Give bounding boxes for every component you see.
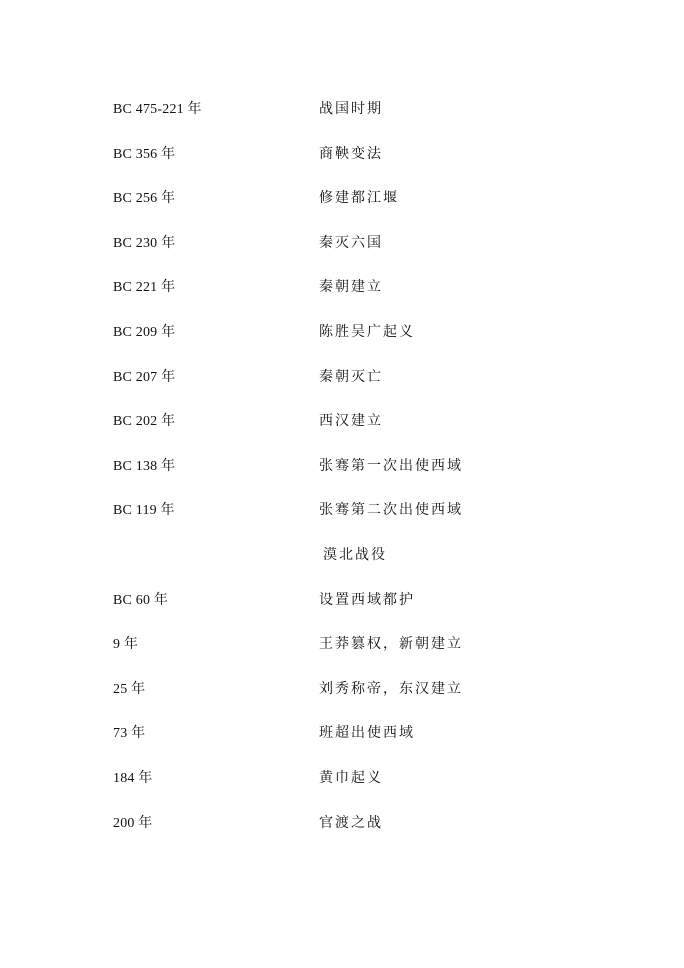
- timeline-year: 25 年: [113, 681, 146, 697]
- timeline-event: 秦朝建立: [319, 280, 383, 296]
- timeline-event: 刘秀称帝，东汉建立: [319, 681, 463, 697]
- timeline-row: [113, 322, 573, 367]
- timeline-event: 陈胜吴广起义: [319, 324, 415, 340]
- timeline-event: 王莽篡权，新朝建立: [319, 637, 463, 653]
- timeline-event: 张骞第二次出使西域: [319, 503, 463, 519]
- timeline-row: [113, 813, 573, 858]
- timeline-event: 张骞第一次出使西域: [319, 458, 463, 474]
- timeline-event: 战国时期: [319, 102, 383, 117]
- timeline-year: BC 230 年: [113, 235, 176, 251]
- timeline-event: 修建都江堰: [319, 191, 399, 207]
- timeline-year: BC 356 年: [113, 146, 176, 162]
- timeline-row: [113, 144, 573, 189]
- timeline-year: BC 475-221 年: [113, 102, 202, 117]
- timeline-row: [113, 367, 573, 412]
- timeline-event: 黄巾起义: [319, 770, 383, 786]
- timeline-row: [113, 634, 573, 679]
- timeline-year: 184 年: [113, 770, 153, 786]
- timeline-row: [113, 233, 573, 278]
- timeline-row: [113, 188, 573, 233]
- timeline-row: [113, 768, 573, 813]
- timeline-event: 商鞅变法: [319, 146, 383, 162]
- timeline-year: 200 年: [113, 815, 153, 831]
- timeline-list: [113, 99, 573, 857]
- timeline-year: BC 209 年: [113, 324, 176, 340]
- timeline-event: 漠北战役: [323, 547, 387, 563]
- timeline-year: BC 119 年: [113, 503, 175, 519]
- timeline-year: 9 年: [113, 637, 139, 653]
- timeline-event: 秦灭六国: [319, 235, 383, 251]
- timeline-event: 官渡之战: [319, 815, 383, 831]
- timeline-year: BC 60 年: [113, 592, 169, 608]
- timeline-year: 73 年: [113, 726, 146, 742]
- timeline-year: BC 207 年: [113, 369, 176, 385]
- timeline-year: BC 221 年: [113, 280, 176, 296]
- timeline-event: 秦朝灭亡: [319, 369, 383, 385]
- timeline-row: [113, 679, 573, 724]
- timeline-row: [113, 411, 573, 456]
- timeline-row: [113, 456, 573, 501]
- timeline-row: [113, 545, 573, 590]
- timeline-year: BC 138 年: [113, 458, 176, 474]
- timeline-row: [113, 590, 573, 635]
- timeline-year: BC 202 年: [113, 414, 176, 430]
- timeline-year: BC 256 年: [113, 191, 176, 207]
- timeline-event: 班超出使西域: [319, 726, 415, 742]
- timeline-row: [113, 500, 573, 545]
- timeline-event: 设置西域都护: [319, 592, 415, 608]
- timeline-event: 西汉建立: [319, 414, 383, 430]
- timeline-row: [113, 277, 573, 322]
- timeline-row: [113, 99, 573, 144]
- timeline-row: [113, 723, 573, 768]
